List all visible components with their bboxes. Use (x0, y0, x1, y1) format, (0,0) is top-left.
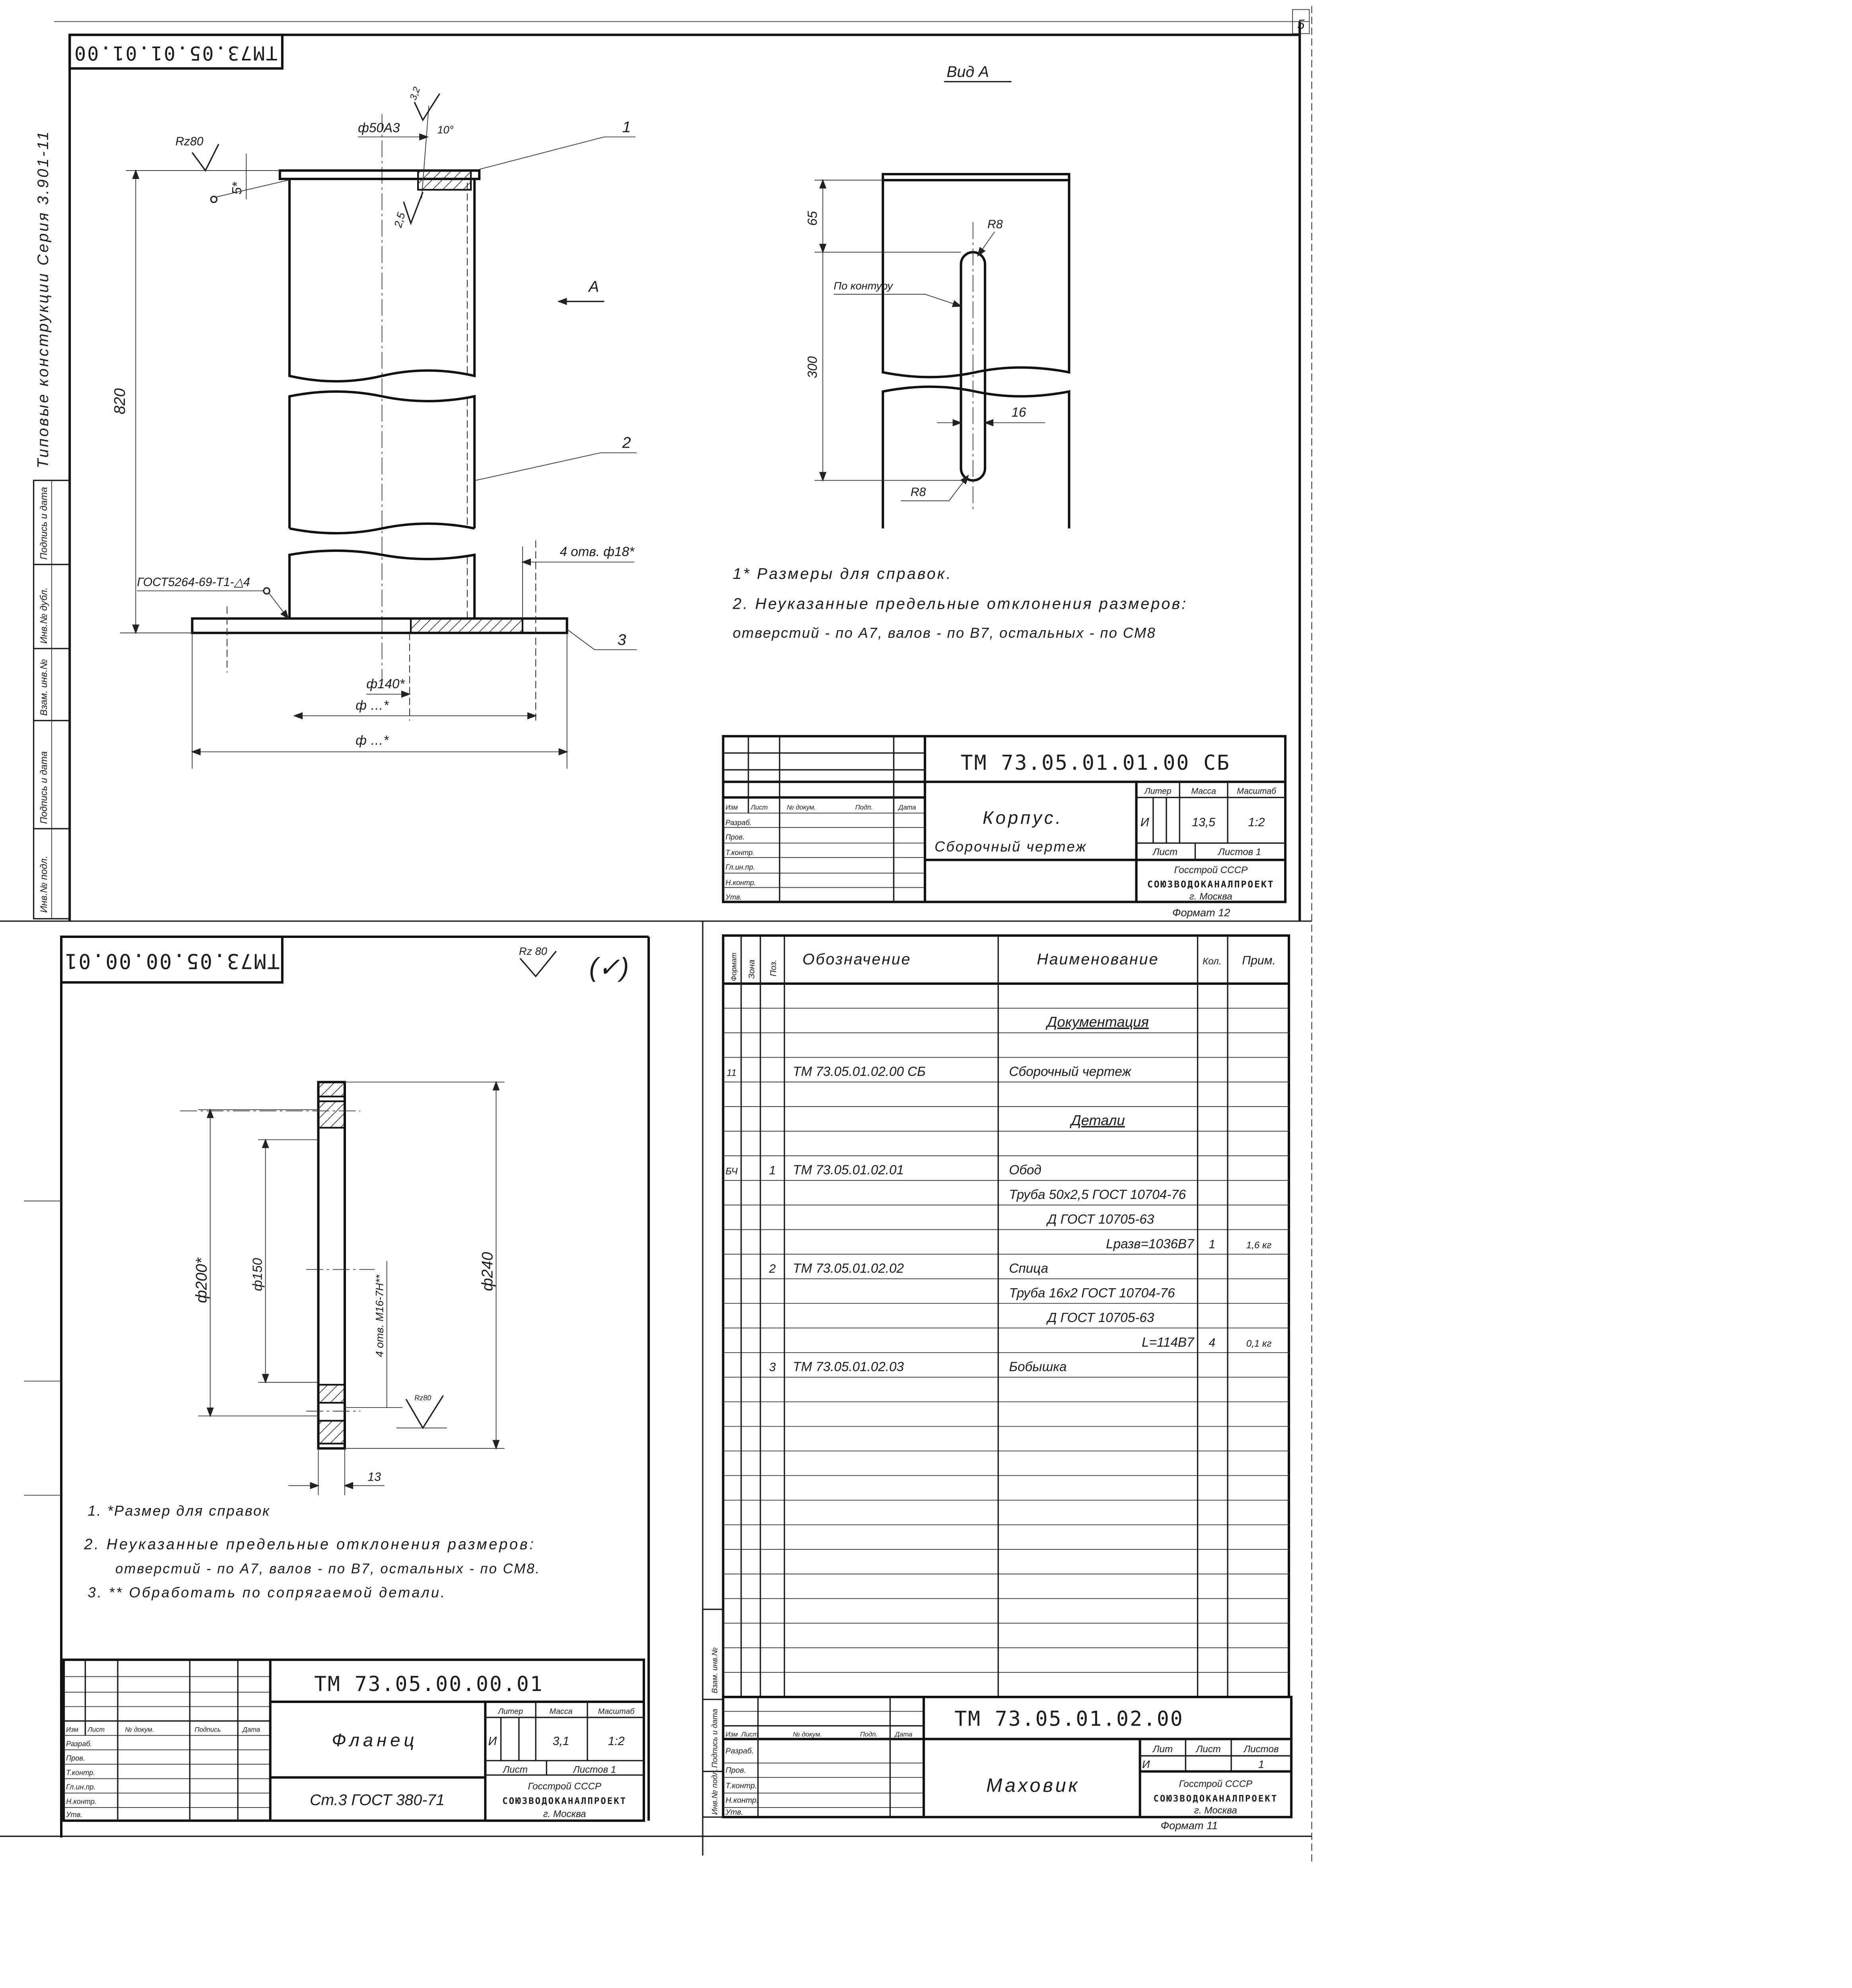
drawing-label: Утв. (725, 893, 742, 901)
drawing-label: Гл.ин.пр. (66, 1783, 96, 1791)
holes-label: 4 отв. М16-7Н** (373, 1274, 386, 1357)
mass-value: 13,5 (1192, 816, 1215, 829)
drawing-label: Изм (725, 1730, 738, 1738)
spec-header-pos: Поз. (769, 959, 778, 977)
drawing-label: отверстий - по А7, валов - по В7, остальных - по СМ8 (733, 624, 1156, 641)
strip-cell: Подпись и дата (38, 487, 49, 560)
spec-header-note: Прим. (1242, 954, 1276, 967)
spec-cell-name: L=114В7 (1141, 1335, 1194, 1350)
drawing-label: Т.контр. (725, 1781, 757, 1790)
format-label: Формат 12 (1172, 906, 1230, 919)
org: СОЮЗВОДОКАНАЛПРОЕКТ (502, 1796, 627, 1806)
drawing-label: Изм (66, 1726, 78, 1734)
dim-16: 16 (1011, 405, 1026, 420)
drawing-label: Утв. (725, 1808, 744, 1817)
drawing-label: Листов (1244, 1744, 1279, 1755)
drawing-label: Н.контр. (725, 879, 756, 887)
spec-cell-name: Сборочный чертеж (1009, 1064, 1131, 1079)
drawing-label: Дата (243, 1726, 260, 1734)
spec-cell-name: Документация (1047, 1013, 1149, 1030)
litera-value: И (488, 1734, 497, 1748)
dim-5: 5* (230, 182, 245, 195)
drawing-label: Подп. (860, 1730, 878, 1738)
drawing-label: отверстий - по А7, валов - по В7, остальных - по СМ8. (115, 1561, 541, 1576)
drawing-label: Н.контр. (66, 1797, 97, 1806)
drawing-label: 2. Неуказанные предельные отклонения размеров: (84, 1536, 536, 1553)
drawing-label: Масштаб (598, 1707, 635, 1716)
spec-cell-name: Lразв=1036В7 (1106, 1237, 1194, 1252)
spec-cell-designation: ТМ 73.05.01.02.00 СБ (793, 1064, 926, 1079)
org: Госстрой СССР (1174, 864, 1248, 876)
drawing-label: Пров. (66, 1754, 85, 1763)
holes-label: 4 отв. ф18* (560, 544, 634, 559)
spec-cell-name: Труба 16х2 ГОСТ 10704-76 (1009, 1286, 1175, 1301)
spec-cell-format: БЧ (725, 1166, 738, 1177)
dim-d140: ф140* (366, 676, 405, 691)
drawing-label: Н.контр. (725, 1796, 759, 1805)
strip-cell: Инв.№ дубл. (38, 587, 49, 644)
spec-cell-qty: 4 (1209, 1336, 1216, 1349)
spec-cell-position: 2 (769, 1262, 776, 1276)
spec-cell-position: 3 (769, 1361, 776, 1374)
spec-header-designation: Обозначение (802, 950, 911, 968)
radius-top: R8 (987, 217, 1003, 231)
mass-value: 3,1 (552, 1734, 569, 1748)
view-a-title: Вид А (946, 63, 989, 81)
drawing-label: Т.контр. (66, 1769, 95, 1777)
dim-d200: ф200* (192, 1258, 210, 1303)
spec-cell-designation: ТМ 73.05.01.02.01 (793, 1163, 904, 1178)
flanec-stamp: ТМ73.05.00.00.01 (64, 949, 280, 973)
org: г. Москва (1194, 1805, 1237, 1816)
dim-d-outer: ф …* (356, 733, 389, 748)
dim-d50: ф50А3 (358, 120, 400, 136)
drawing-label: Дата (898, 803, 916, 811)
drawing-label: Взам. инв.№ (710, 1647, 719, 1693)
dim-d-mid: ф …* (356, 698, 389, 713)
dim-13: 13 (367, 1470, 381, 1484)
strip-cell: Инв.№ подл. (38, 856, 49, 913)
spec-cell-format: 11 (726, 1068, 737, 1079)
drawing-label: Инв.№ подл. (710, 1768, 719, 1815)
spec-cell-name: Бобышка (1009, 1359, 1067, 1375)
spec-cell-name: Детали (1071, 1112, 1125, 1128)
org: Госстрой СССР (528, 1781, 602, 1792)
part-name: Маховик (986, 1774, 1080, 1796)
dim-d240: ф240 (478, 1252, 496, 1291)
sheets-value: 1 (1258, 1758, 1265, 1771)
drawing-label: Лист (741, 1730, 758, 1738)
spec-cell-designation: ТМ 73.05.01.02.02 (793, 1261, 904, 1276)
drawing-label: Лист (87, 1726, 105, 1734)
document-code: ТМ 73.05.01.02.00 (954, 1707, 1184, 1731)
flanec-roughness-mark: (✓) (589, 953, 629, 982)
spec-cell-name: Д ГОСТ 10705-63 (1047, 1212, 1154, 1227)
drawing-label: Масса (1191, 786, 1216, 796)
drawing-label: 3. ** Обработать по сопрягаемой детали. (87, 1584, 447, 1601)
spec-cell-note: 1,6 кг (1246, 1240, 1272, 1251)
drawing-label: Изм (725, 803, 738, 811)
drawing-label: Масштаб (1237, 786, 1276, 796)
org: г. Москва (1189, 891, 1232, 902)
drawing-label: Масса (549, 1707, 573, 1716)
org: СОЮЗВОДОКАНАЛПРОЕКТ (1147, 879, 1275, 890)
drawing-label: Лист (1152, 846, 1178, 858)
spec-cell-note: 0,1 кг (1246, 1338, 1272, 1349)
drawing-label: 1* Размеры для справок. (733, 565, 952, 582)
dim-820: 820 (111, 388, 129, 415)
drawing-label: Литер (1145, 786, 1172, 796)
format-label: Формат 11 (1160, 1819, 1218, 1832)
drawing-label: Листов 1 (1218, 846, 1261, 858)
spec-header-qty: Кол. (1203, 956, 1222, 967)
scale-value: 1:2 (608, 1734, 625, 1748)
contour-label: По контуру (834, 279, 893, 292)
litera-value: И (1140, 816, 1149, 829)
roughness-small: Rz80 (414, 1394, 431, 1402)
drawing-label: Лист (1196, 1744, 1221, 1755)
series-label: Типовые конструкции Серия 3.901-11 (34, 130, 52, 469)
drawing-label: Т.контр. (725, 848, 755, 857)
drawing-label: Разраб. (66, 1740, 92, 1748)
dim-65: 65 (805, 211, 820, 226)
spec-cell-name: Спица (1009, 1261, 1048, 1276)
drawing-label: 1. *Размер для справок (87, 1502, 271, 1519)
drawing-label: Подпись и дата (710, 1708, 719, 1768)
part-name: Корпус. (982, 808, 1063, 828)
drawing-label: № докум. (125, 1726, 154, 1734)
drawing-label: Гл.ин.пр. (725, 863, 755, 871)
spec-cell-name: Д ГОСТ 10705-63 (1047, 1310, 1154, 1325)
spec-cell-designation: ТМ 73.05.01.02.03 (793, 1359, 904, 1375)
sheet-number: 5 (1297, 17, 1305, 32)
drawing-label: № докум. (787, 803, 816, 811)
drawing-label: № докум. (793, 1730, 822, 1738)
spec-header-name: Наименование (1037, 950, 1159, 968)
scale-value: 1:2 (1248, 816, 1265, 829)
spec-cell-name: Обод (1009, 1163, 1042, 1178)
litera-value: И (1142, 1758, 1150, 1771)
strip-cell: Взам. инв.№ (38, 659, 49, 716)
strip-cell: Подпись и дата (38, 751, 49, 824)
org: СОЮЗВОДОКАНАЛПРОЕКТ (1153, 1793, 1278, 1804)
roughness-label: Rz80 (175, 135, 204, 148)
spec-cell-name: Труба 50х2,5 ГОСТ 10704-76 (1009, 1187, 1186, 1202)
org: г. Москва (543, 1809, 586, 1820)
position-1: 1 (622, 118, 631, 136)
roughness-25: 2,5 (391, 211, 408, 229)
spec-cell-position: 1 (769, 1164, 776, 1177)
flanec-roughness: Rz 80 (519, 945, 547, 957)
drawing-label: Литер (498, 1707, 523, 1716)
drawing-type: Сборочный чертеж (935, 838, 1087, 855)
part-name: Фланец (332, 1730, 418, 1750)
material: Ст.3 ГОСТ 380-71 (309, 1791, 445, 1809)
drawing-label: Подпись (194, 1726, 221, 1734)
roughness-top: 3,2 (408, 85, 423, 102)
position-2: 2 (622, 434, 631, 452)
drawing-label: Разраб. (725, 819, 752, 827)
org: Госстрой СССР (1179, 1778, 1253, 1790)
drawing-label: Дата (895, 1730, 913, 1738)
drawing-label: Лист (503, 1764, 528, 1775)
drawing-label: Разраб. (725, 1747, 754, 1756)
view-arrow-label: А (589, 278, 599, 295)
weld-symbol: ГОСТ5264-69-Т1-△4 (137, 576, 250, 589)
drawing-label: Пров. (725, 1766, 746, 1775)
drawing-label: 2. Неуказанные предельные отклонения размеров: (733, 595, 1188, 613)
drawing-label: Пров. (725, 833, 745, 841)
dim-angle: 10° (437, 123, 454, 136)
drawing-label: ТМ73.05.01.01.00 (73, 41, 278, 64)
spec-header-format: Формат (730, 952, 738, 981)
drawing-label: Утв. (66, 1811, 83, 1819)
drawing-label: Лит (1152, 1744, 1173, 1755)
document-code: ТМ 73.05.01.01.00 СБ (960, 751, 1230, 775)
radius-bottom: R8 (910, 485, 926, 499)
drawing-label: Лист (750, 803, 768, 811)
spec-cell-qty: 1 (1209, 1238, 1216, 1251)
spec-header-zone: Зона (747, 959, 756, 979)
document-code: ТМ 73.05.00.00.01 (314, 1672, 544, 1696)
dim-300: 300 (805, 356, 820, 379)
drawing-label: Листов 1 (573, 1764, 616, 1775)
drawing-label: Подп. (855, 803, 873, 811)
dim-d150: ф150 (250, 1258, 265, 1291)
position-3: 3 (617, 631, 626, 649)
